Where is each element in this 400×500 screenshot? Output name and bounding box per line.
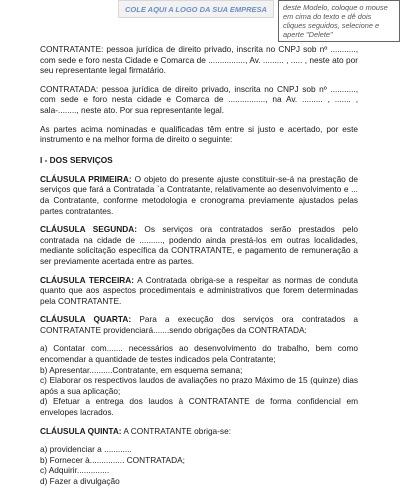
list-item: d) Fazer a divulgação bbox=[40, 476, 120, 486]
list-item: b) Fornecer à............... CONTRATADA; bbox=[40, 454, 185, 465]
list-item: c) Elaborar os respectivos laudos de avaliações no prazo Máximo de 15 (quinze) dias após a sua aplicação; bbox=[40, 375, 358, 396]
clause-quinta bbox=[40, 426, 358, 437]
clause-segunda bbox=[40, 224, 358, 266]
list-item: d) Efetuar a entrega dos laudos à CONTRATANTE de forma confidencial em envelopes lacrados. bbox=[40, 396, 358, 418]
clause-label: CLÁUSULA QUINTA: bbox=[40, 425, 122, 436]
clause-label: CLÁUSULA TERCEIRA: bbox=[40, 274, 135, 285]
list-item: c) Adquirir.............. bbox=[40, 465, 110, 476]
clause-terceira bbox=[40, 275, 358, 307]
clause-text: A Contratada obriga-se a respeitar as normas de conduta quanto que aos aspectos procedimentais e administrativos que forem determinadas pela CONTRATANTE. bbox=[40, 274, 358, 306]
clause-primeira bbox=[40, 174, 358, 216]
clause-text: A CONTRATANTE obriga-se: bbox=[121, 425, 232, 436]
clause-text: Para a execução dos serviços ora contratados a CONTRATANTE providenciará.......sendo obrigações da CONTRATADA: bbox=[40, 314, 358, 335]
contract-body bbox=[40, 44, 358, 487]
clause-label: CLÁUSULA QUARTA: bbox=[40, 314, 132, 325]
template-note: deste Modelo, coloque o mouse em cima do texto e dê dois cliques seguidos, selecione e aperte "Delete" bbox=[278, 0, 400, 42]
intro-paragraph: As partes acima nominadas e qualificadas têm entre si justo e acertado, por este instrumento e na melhor forma de direito o seguinte: bbox=[40, 123, 358, 145]
clause-text: Os serviços ora contratados serão prestados pelo contratada na cidade de .........., podendo ainda prestá-los em outras localidades, mediante solicitação específica da CONTRATANTE, e pagamento de remuneração a ser previamente acertada entre as partes. bbox=[40, 224, 358, 266]
clause-text: O objeto do presente ajuste constituir-se-á na prestação de serviços que fará a Contratada `a Contratante, relativamente ao desenvolvimento e ... da Contratante, conforme metodologia e cronograma previamente ajustados pelas partes contratantes. bbox=[40, 173, 358, 216]
clause-quarta bbox=[40, 314, 358, 335]
list-item: b) Apresentar..........Contratante, em esquema semana; bbox=[40, 364, 243, 375]
list-item: a) providenciar a ............ bbox=[40, 444, 132, 455]
contratante-paragraph: CONTRATANTE: pessoa jurídica de direito privado, inscrita no CNPJ sob nº ..........., com sede e foro nesta Cidade e Comarca de ................, Av. ......... , ..... , neste ato por seu representante legal firmatário. bbox=[40, 44, 358, 76]
section-title: I - DOS SERVIÇOS bbox=[40, 154, 113, 165]
logo-placeholder: COLE AQUI A LOGO DA SUA EMPRESA bbox=[118, 0, 274, 18]
contratada-paragraph: CONTRATADA: pessoa jurídica de direito privado, inscrita no CNPJ sob nº ..........., com sede e foro nesta cidade e Comarca de ................, na Av. ......... , ....... , sala-........, neste ato. Por sua representante legal. bbox=[40, 83, 358, 115]
list-item: a) Contatar com....... necessários ao desenvolvimento do trabalho, bem como encomendar a quantidade de testes indicados pela Contratante; bbox=[40, 343, 358, 365]
clause-label: CLÁUSULA SEGUNDA: bbox=[40, 224, 137, 235]
clause-label: CLÁUSULA PRIMEIRA: bbox=[40, 173, 132, 184]
